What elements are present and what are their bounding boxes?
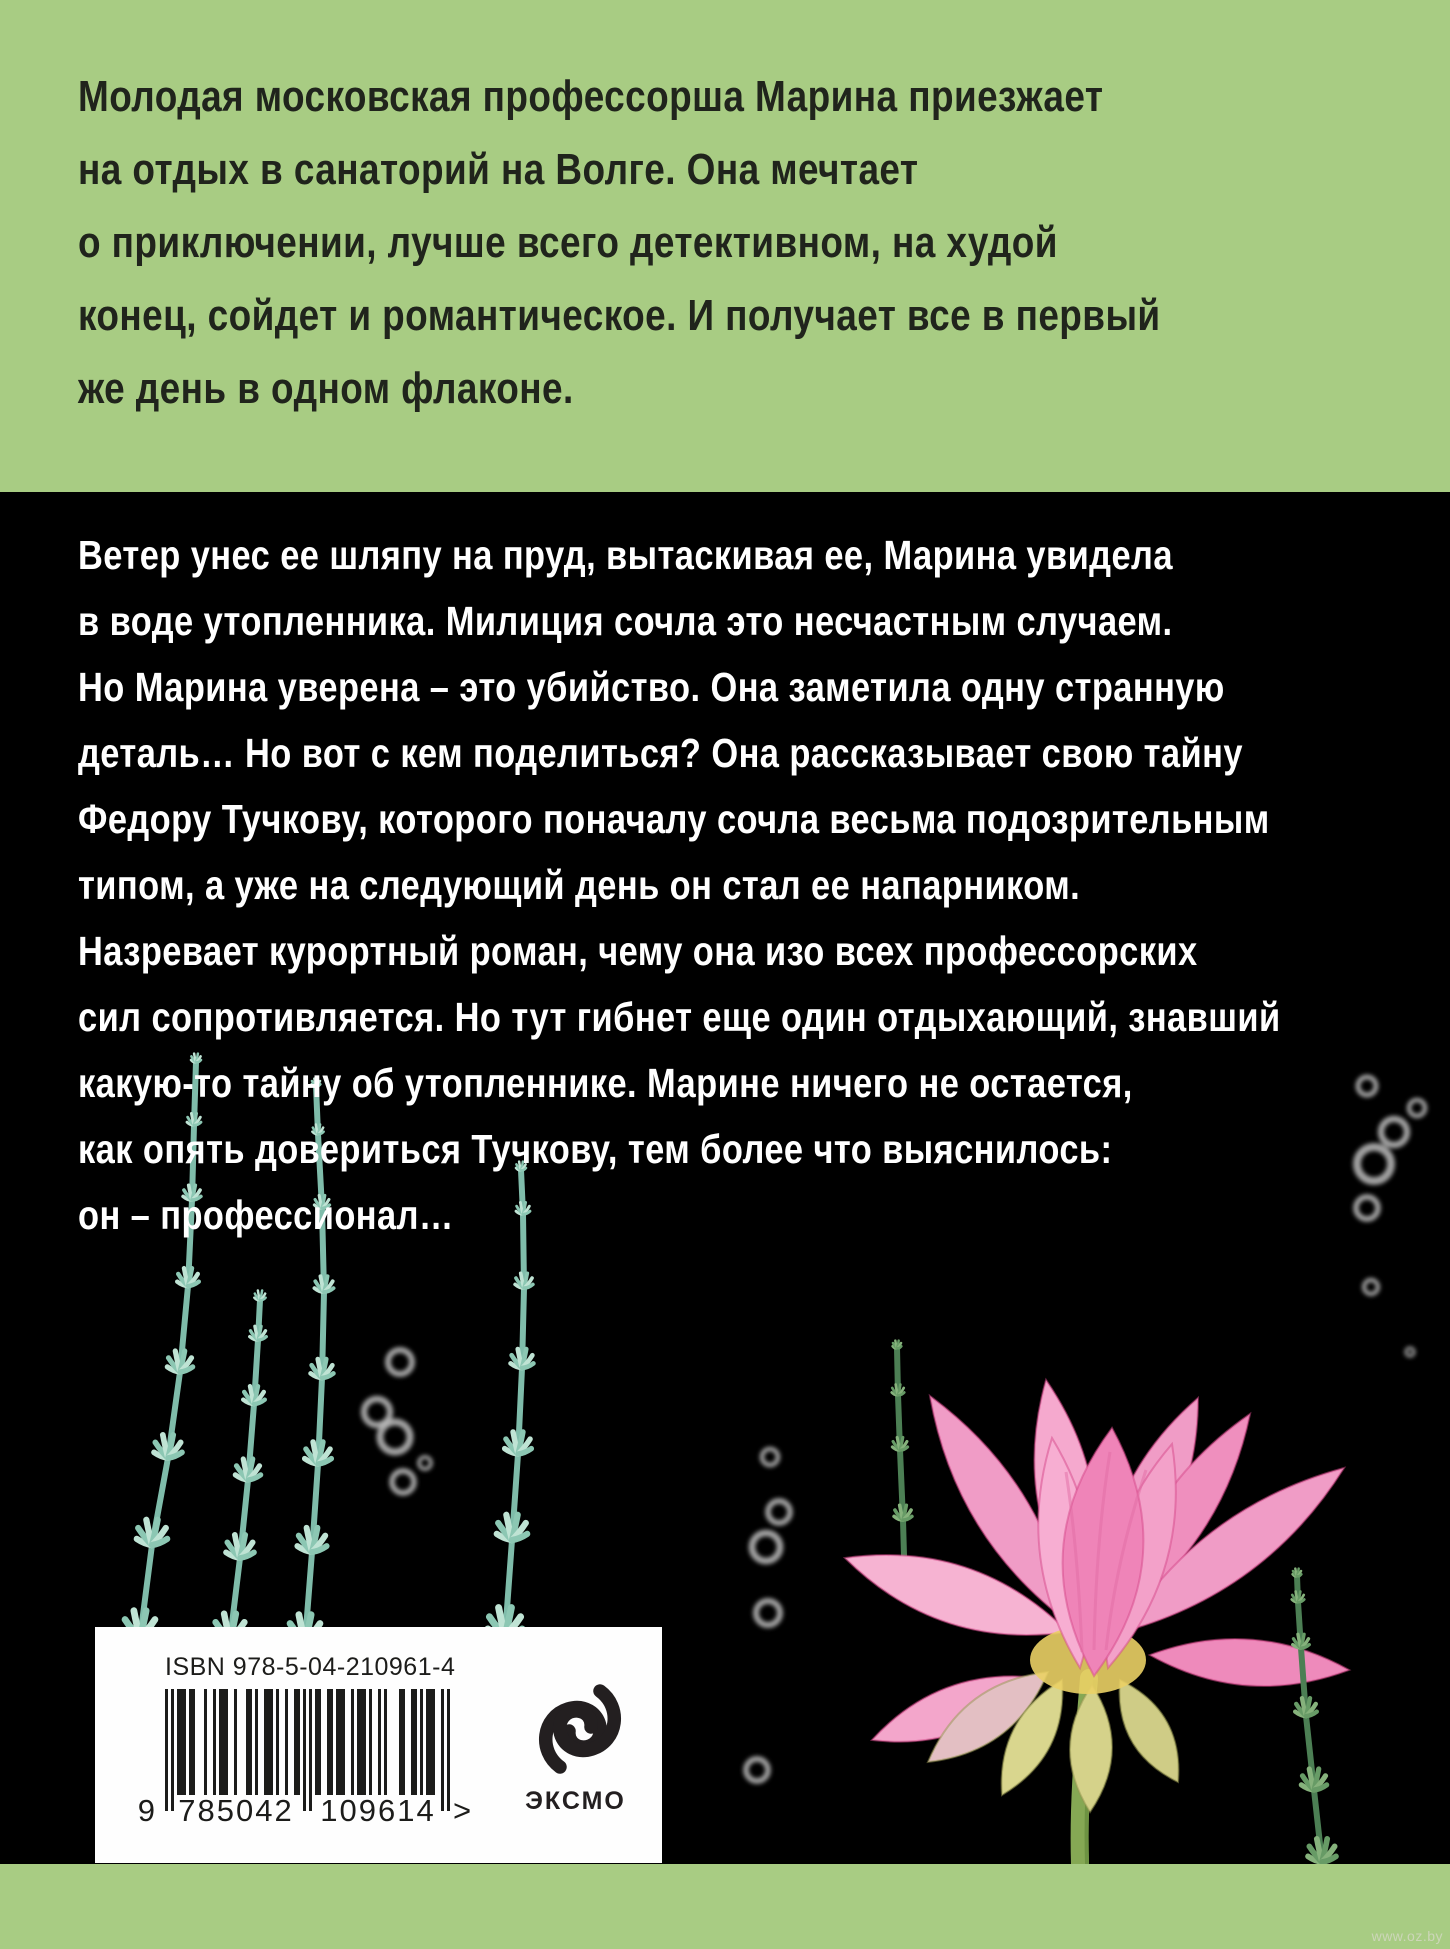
blurb-line: сил сопротивляется. Но тут гибнет еще один отдыхающий, знавший [78,994,1281,1040]
publisher-name: ЭКСМО [525,1787,626,1815]
blurb-line: же день в одном флаконе. [78,364,574,413]
eksmo-logo-icon [520,1673,640,1785]
blurb-line: он – профессионал… [78,1192,454,1238]
blurb-line: о приключении, лучше всего детективном, на худой [78,218,1058,267]
main-blurb [78,522,1450,1248]
blurb-line: типом, а уже на следующий день он стал ее напарником. [78,862,1081,908]
blurb-line: Но Марина уверена – это убийство. Она заметила одну странную [78,664,1225,710]
blurb-line: деталь… Но вот с кем поделиться? Она рассказывает свою тайну [78,730,1243,776]
blurb-line: как опять довериться Тучкову, тем более что выяснилось: [78,1126,1113,1172]
blurb-line: на отдых в санаторий на Волге. Она мечтает [78,145,919,194]
barcode-panel [95,1627,662,1863]
blurb-line: Назревает курортный роман, чему она изо всех профессорских [78,928,1198,974]
isbn-label: ISBN 978-5-04-210961-4 [165,1653,456,1681]
bottom-green-strip [0,1864,1450,1949]
blurb-line: Федору Тучкову, которого поначалу сочла весьма подозрительным [78,796,1270,842]
barcode-suffix: > [453,1793,474,1828]
lotus-flower [845,1380,1349,1864]
blurb-line: в воде утопленника. Милиция сочла это несчастным случаем. [78,598,1173,644]
barcode-digit-group1: 785042 [178,1793,294,1828]
seaweed-dark [1292,1569,1336,1862]
blurb-line: Ветер унес ее шляпу на пруд, вытаскивая ее, Марина увидела [78,532,1173,578]
blurb-line: Молодая московская профессорша Марина приезжает [78,72,1104,121]
barcode-digit-first: 9 [137,1793,157,1828]
barcode-digit-group2: 109614 [320,1793,436,1828]
blurb-line: какую-то тайну об утопленнике. Марине ничего не остается, [78,1060,1133,1106]
seaweed-teal [214,1291,266,1640]
blurb-line: конец, сойдет и романтическое. И получает все в первый [78,291,1161,340]
oz-by-watermark: www.oz.by [1371,1928,1443,1944]
